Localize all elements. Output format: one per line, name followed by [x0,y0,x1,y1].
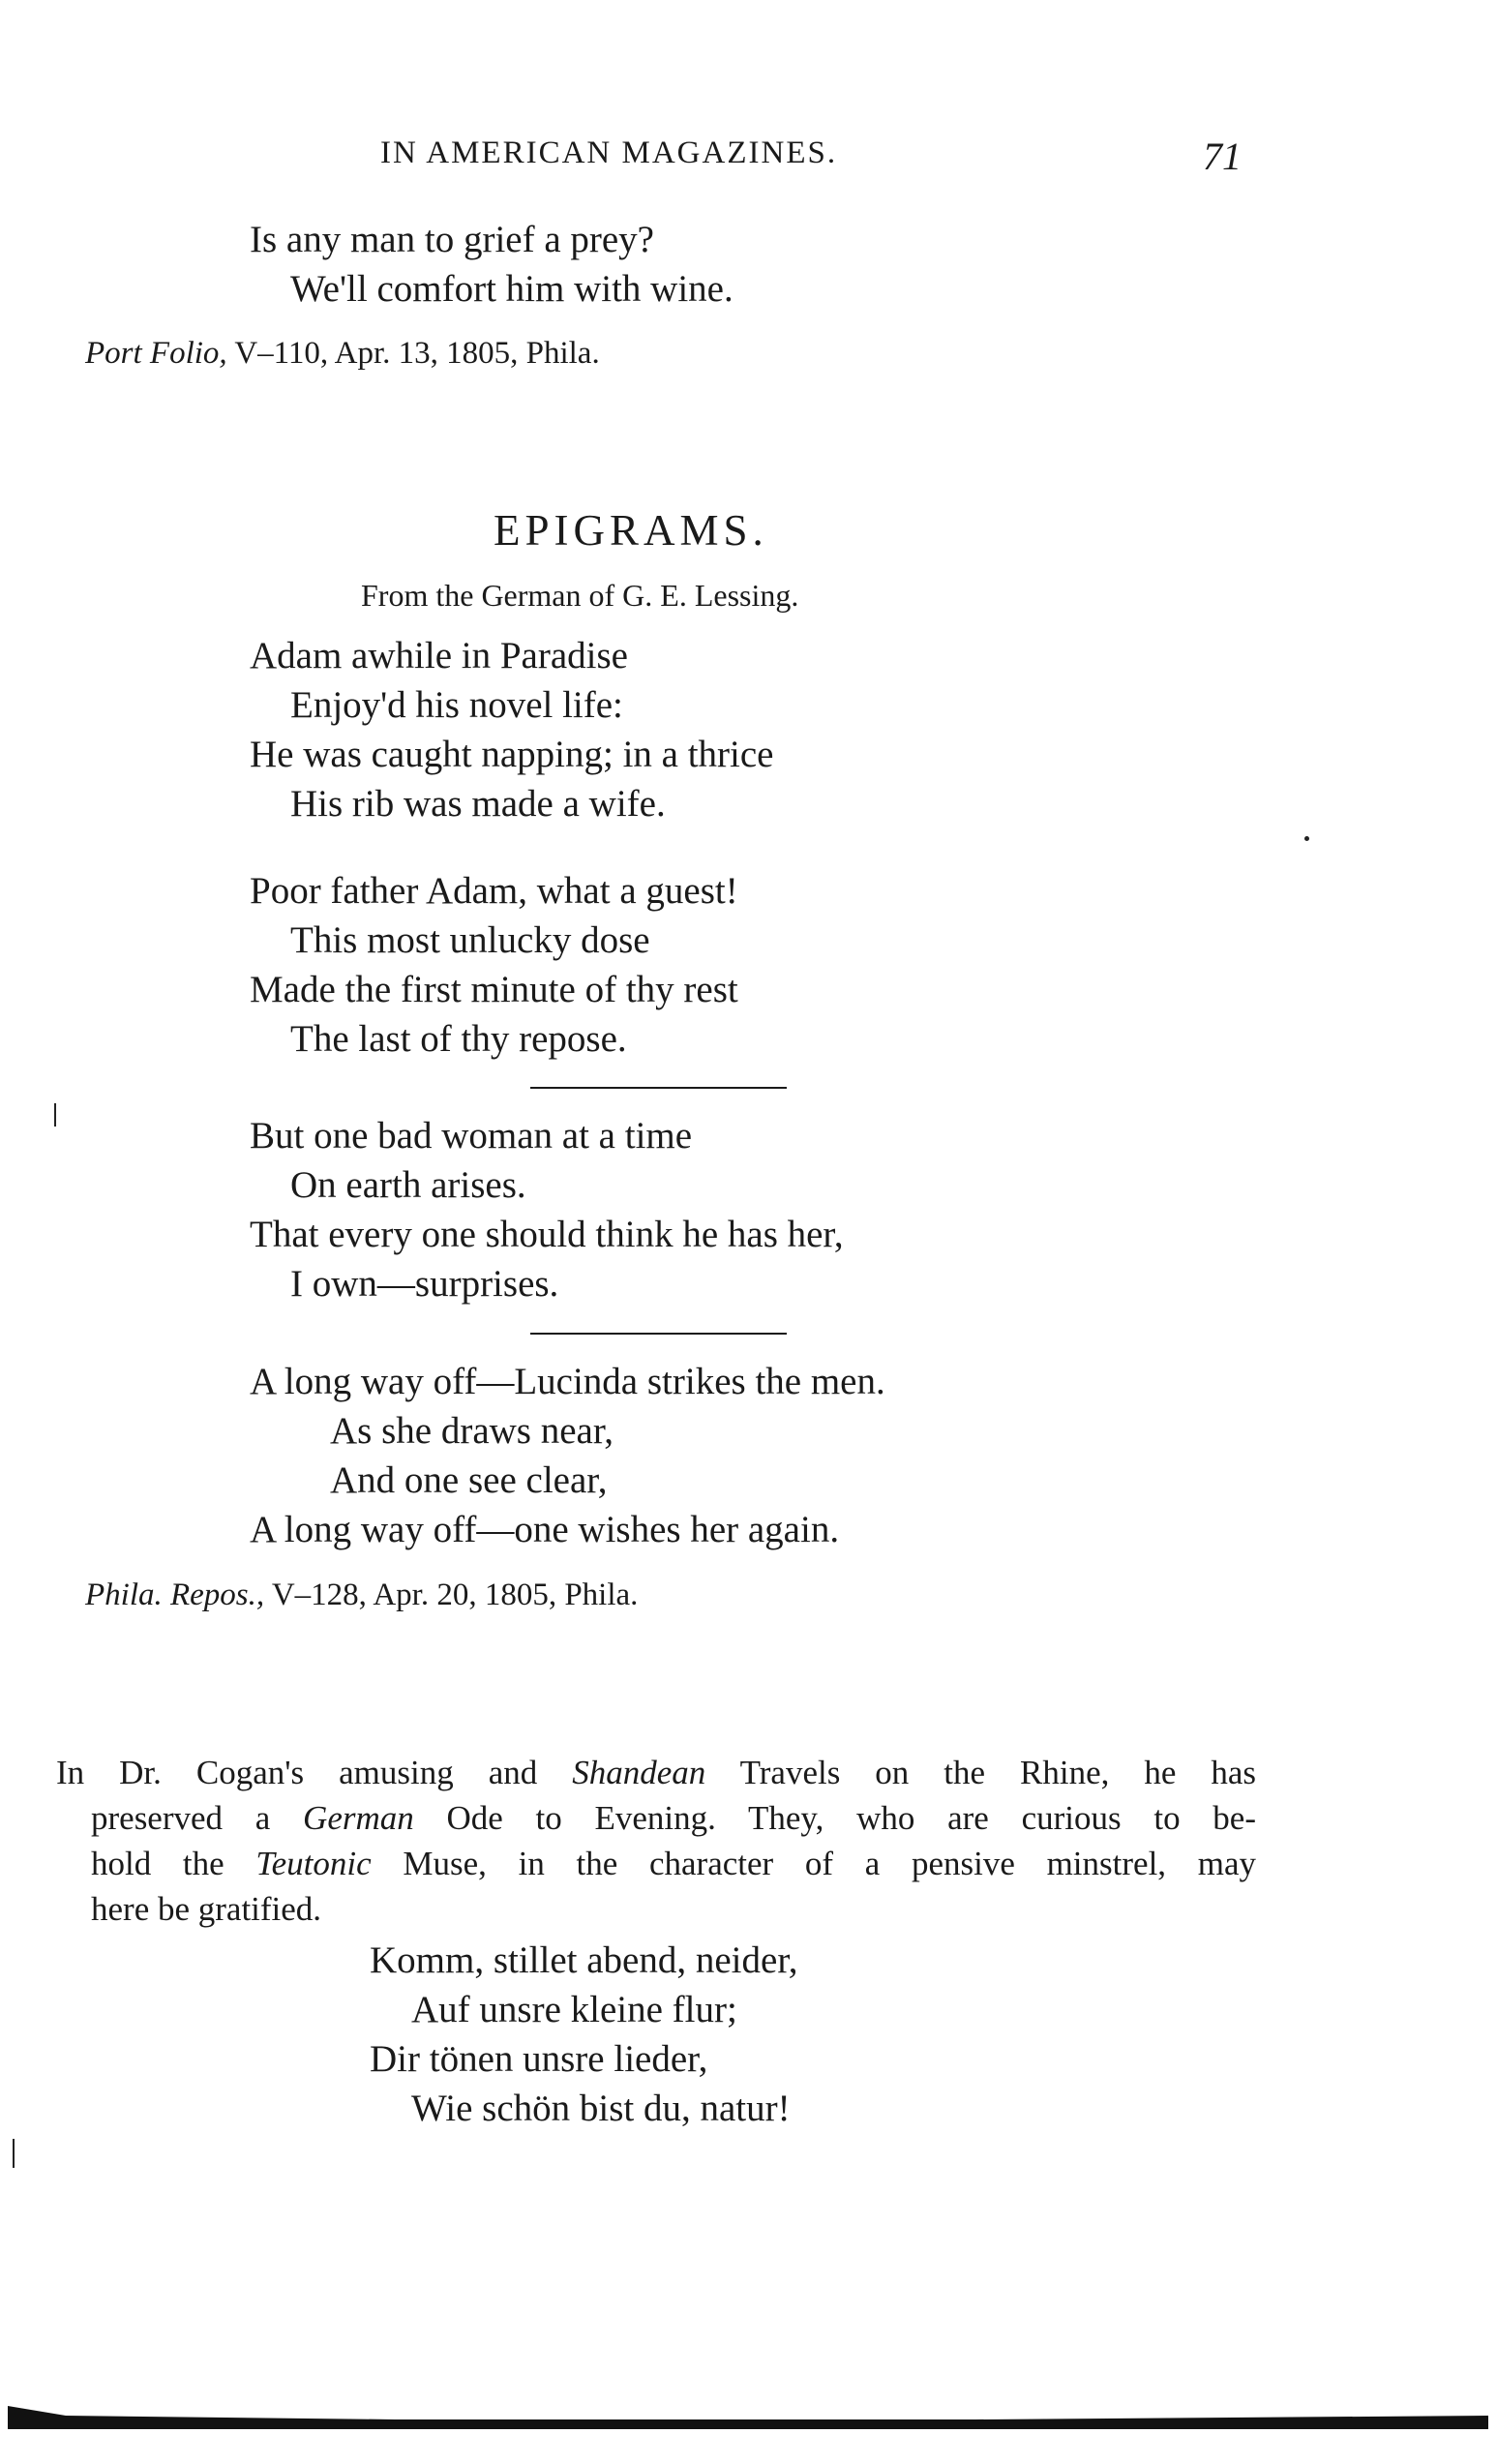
verse-line: Made the first minute of thy rest [250,969,738,1010]
section-divider [530,1333,787,1335]
verse-line: Enjoy'd his novel life: [290,684,623,726]
citation-title: Repos., [170,1578,265,1612]
prose-paragraph [56,1750,1256,1932]
verse-line: But one bad woman at a time [250,1115,693,1157]
verse-line: His rib was made a wife. [290,783,666,825]
verse-line: Adam awhile in Paradise [250,635,628,676]
verse-line: The last of thy repose. [290,1018,627,1060]
section-title: EPIGRAMS. [494,506,768,555]
verse-line: He was caught napping; in a thrice [250,734,774,775]
verse-line: A long way off—Lucinda strikes the men. [250,1361,885,1402]
citation-title: Phila. [85,1578,163,1612]
prose-line: here be gratified. [91,1890,322,1928]
citation-details: V–128, Apr. 20, 1805, Phila. [271,1578,639,1612]
prose-line: In Dr. Cogan's amusing and Shandean Travels on the Rhine, he has [56,1754,1256,1791]
prose-line: preserved a German Ode to Evening. They, who are curious to be- [91,1799,1256,1837]
section-subtitle: From the German of G. E. Lessing. [361,578,799,613]
running-head: IN AMERICAN MAGAZINES. [380,135,838,170]
citation-title: Port [85,336,142,371]
verse-line: That every one should think he has her, [250,1214,844,1255]
ink-speck [1304,836,1309,841]
prose-line: hold the Teutonic Muse, in the character of a pensive minstrel, may [91,1845,1256,1882]
verse-line: And one see clear, [330,1459,608,1501]
source-citation [85,336,600,372]
citation-details: V–110, Apr. 13, 1805, Phila. [234,336,600,371]
page-edge-shadow [8,2406,1488,2429]
margin-mark [54,1103,56,1127]
verse-line: Is any man to grief a prey? [250,219,654,260]
verse-line: Auf unsre kleine flur; [411,1989,737,2030]
verse-line: This most unlucky dose [290,919,650,961]
verse-line: As she draws near, [330,1410,614,1452]
page-number: 71 [1203,135,1242,178]
section-divider [530,1087,787,1089]
margin-mark [13,2139,15,2168]
verse-line: Wie schön bist du, natur! [411,2088,791,2129]
verse-line: Poor father Adam, what a guest! [250,870,738,912]
verse-line: On earth arises. [290,1164,526,1206]
verse-line: Dir tönen unsre lieder, [370,2038,708,2080]
source-citation [85,1578,638,1613]
citation-title: Folio, [149,336,227,371]
verse-line: A long way off—one wishes her again. [250,1509,840,1550]
verse-line: Komm, stillet abend, neider, [370,1939,798,1981]
verse-line: We'll comfort him with wine. [290,268,734,310]
verse-line: I own—surprises. [290,1263,559,1305]
